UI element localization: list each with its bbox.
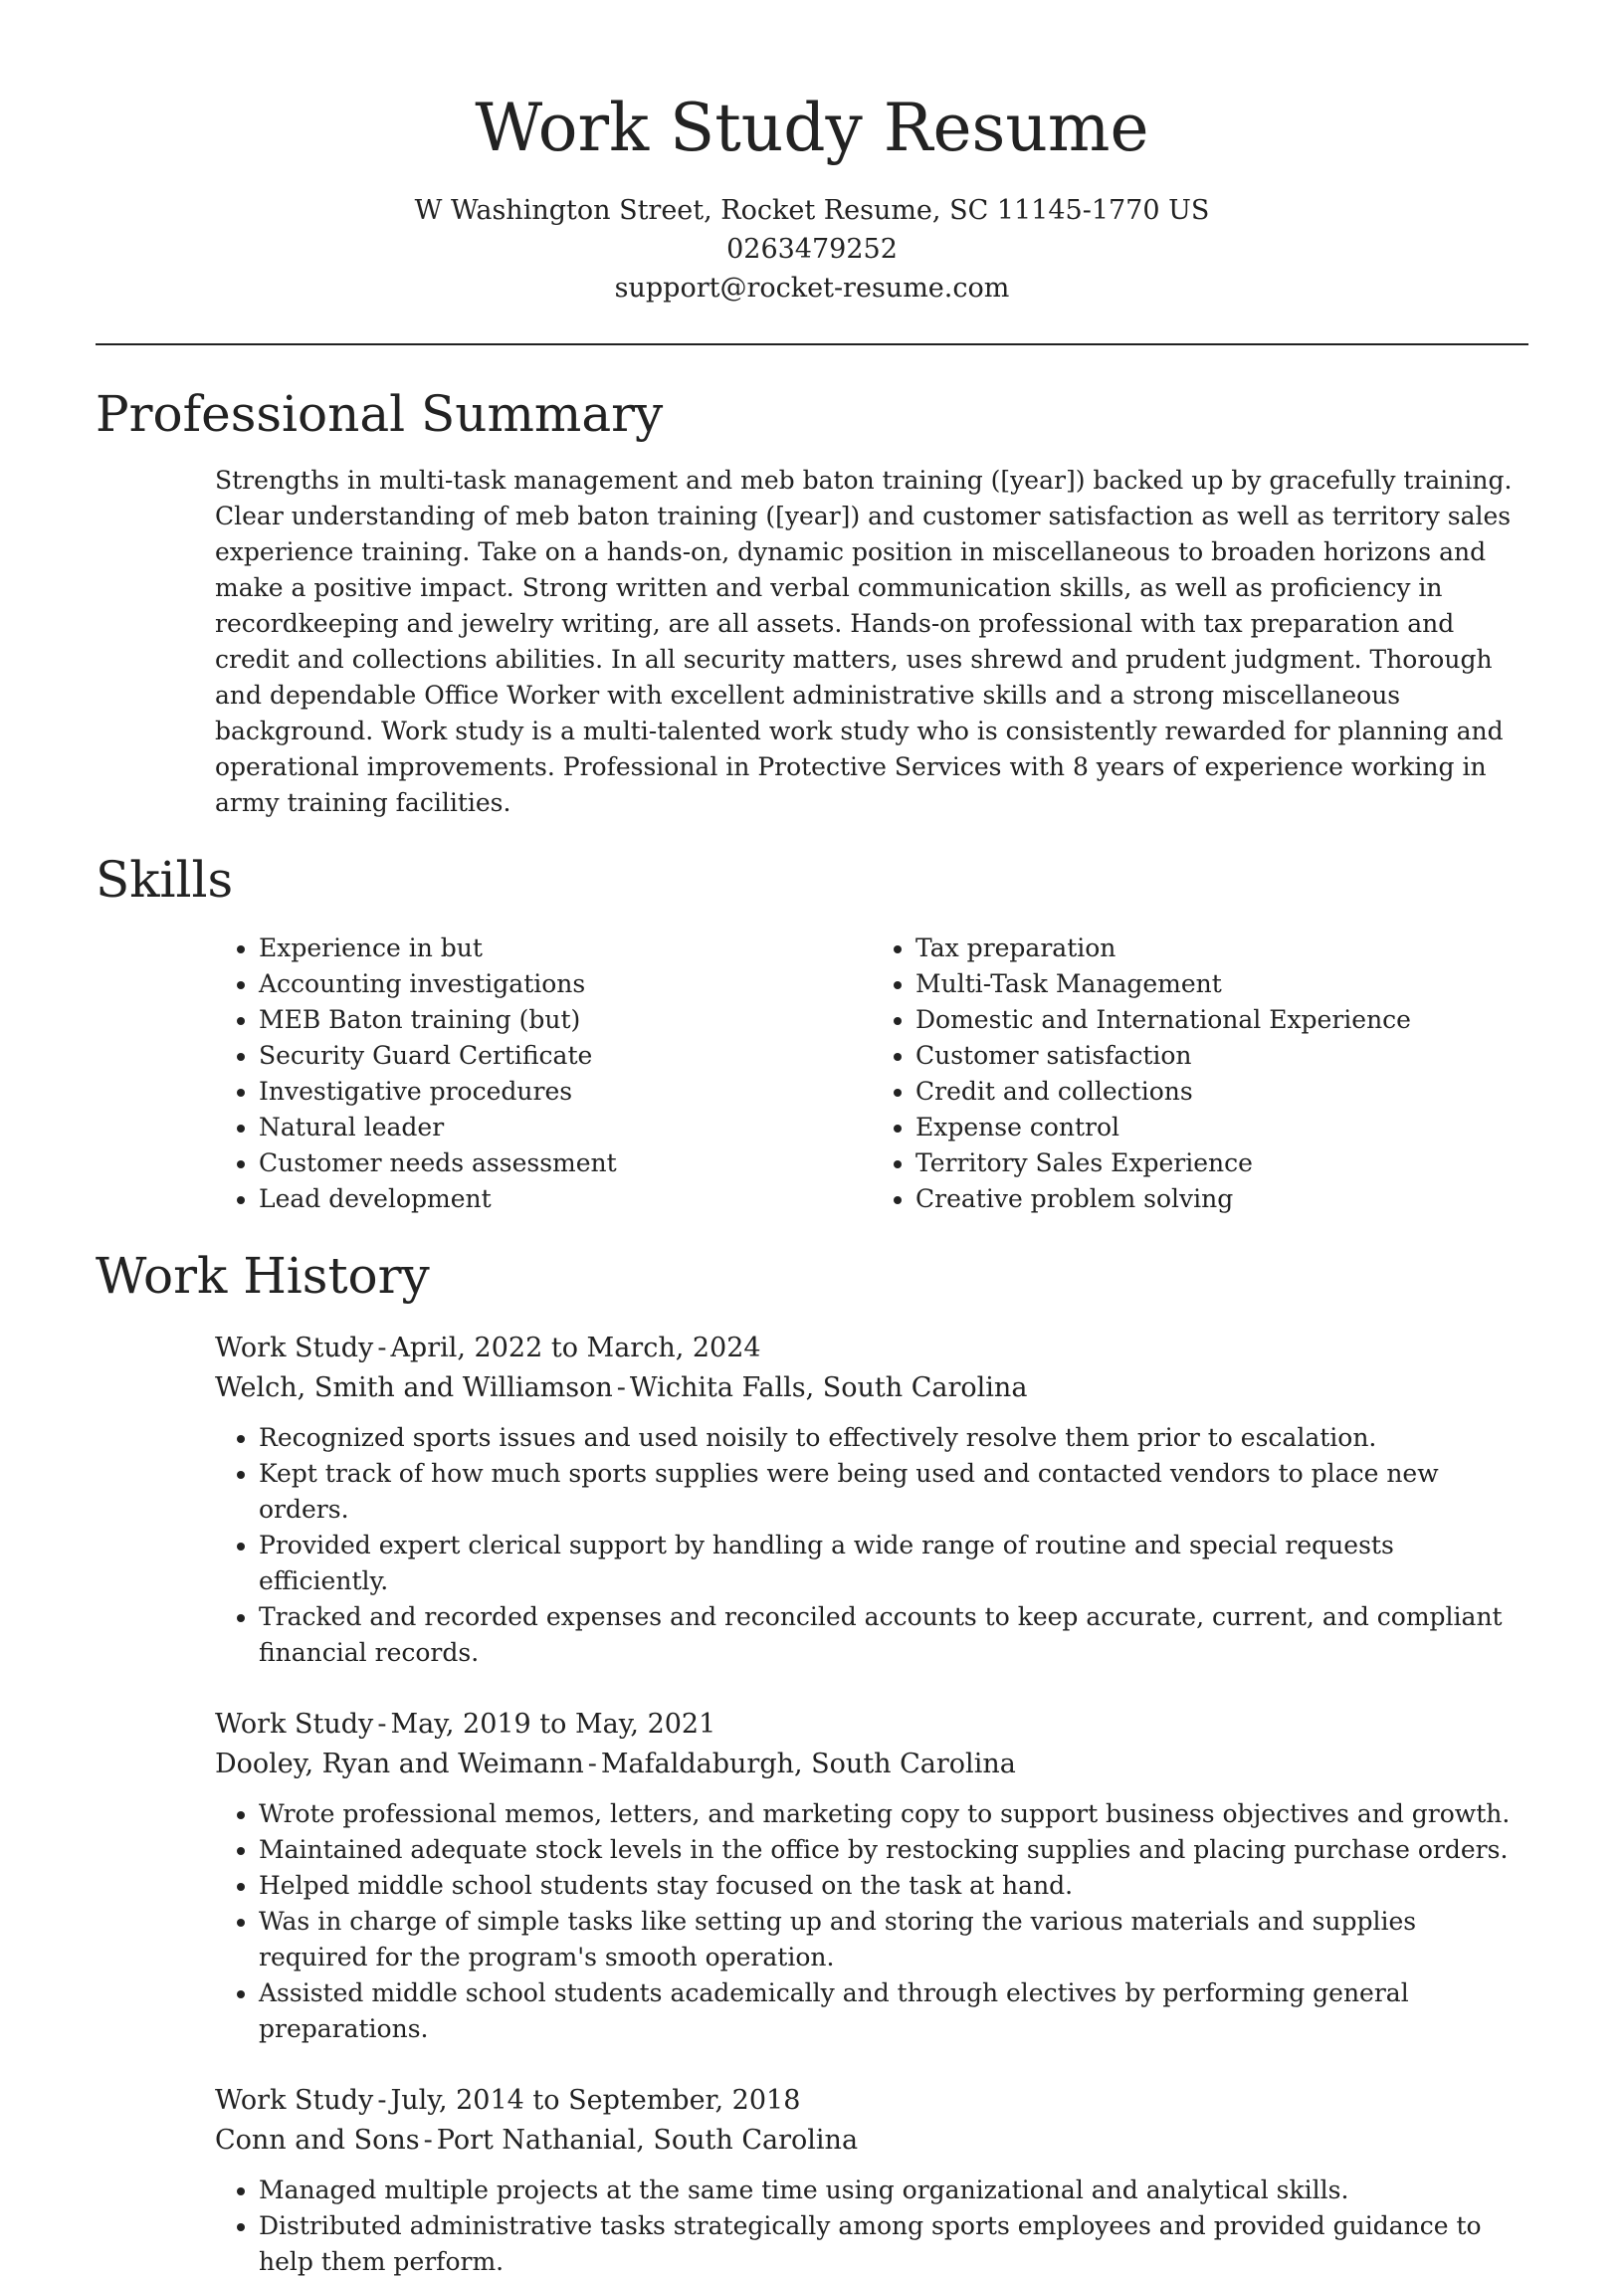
skills-grid — [215, 931, 1528, 1217]
contact-address: W Washington Street, Rocket Resume, SC 11145-1770 US — [414, 195, 1210, 226]
skills-heading: Skills — [96, 851, 234, 909]
job-company: Conn and Sons — [215, 2125, 420, 2156]
skill-item: • MEB Baton training (but) — [259, 1002, 872, 1038]
skill-item: • Customer needs assessment — [259, 1145, 872, 1181]
job-separator: - — [377, 1333, 387, 1363]
job-company-line — [215, 1745, 1528, 1784]
job-company: Welch, Smith and Williamson — [215, 1372, 613, 1403]
job-location: Mafaldaburgh, South Carolina — [600, 1749, 1016, 1779]
job-bullet: • Assisted middle school students academically and through electives by performing general preparations. — [259, 1975, 1528, 2047]
job-bullet: • Helped middle school students stay focused on the task at hand. — [259, 1868, 1528, 1904]
skill-item: • Expense control — [915, 1110, 1528, 1145]
work-history-heading: Work History — [96, 1247, 430, 1305]
skill-item: • Investigative procedures — [259, 1074, 872, 1110]
job-title-line — [215, 2081, 1528, 2121]
job-bullet: • Recognized sports issues and used noisily to effectively resolve them prior to escalation. — [259, 1420, 1528, 1456]
job-entry — [215, 1329, 1528, 1671]
job-dates: April, 2022 to March, 2024 — [390, 1333, 761, 1363]
job-bullet: • Was in charge of simple tasks like setting up and storing the various materials and supplies required for the program's smooth operation. — [259, 1904, 1528, 1975]
skill-item: • Lead development — [259, 1181, 872, 1217]
job-entry — [215, 2081, 1528, 2280]
job-separator: - — [423, 2125, 433, 2156]
job-bullet: • Tracked and recorded expenses and reconciled accounts to keep accurate, current, and compliant financial records. — [259, 1599, 1528, 1671]
job-separator: - — [616, 1372, 626, 1403]
job-location: Wichita Falls, South Carolina — [629, 1372, 1028, 1403]
skill-item: • Creative problem solving — [915, 1181, 1528, 1217]
skill-item: • Security Guard Certificate — [259, 1038, 872, 1074]
summary-text: Strengths in multi-task management and meb baton training ([year]) backed up by gracefully training. Clear understanding of meb baton training ([year]) and customer satisfaction as well as territory sales experience training. Take on a hands-on, dynamic position in miscellaneous to broaden horizons and make a positive impact. Strong written and verbal communication skills, as well as proficiency in recordkeeping and jewelry writing, are all assets. Hands-on professional with tax preparation and credit and collections abilities. In all security matters, uses shrewd and prudent judgment. Thorough and dependable Office Worker with excellent administrative skills and a strong miscellaneous background. Work study is a multi-talented work study who is consistently rewarded for planning and operational improvements. Professional in Protective Services with 8 years of experience working in army training facilities. — [215, 466, 1513, 817]
skill-item: • Natural leader — [259, 1110, 872, 1145]
job-bullet: • Managed multiple projects at the same time using organizational and analytical skills. — [259, 2173, 1528, 2208]
skill-item: • Tax preparation — [915, 931, 1528, 966]
skill-item: • Experience in but — [259, 931, 872, 966]
job-bullet: • Kept track of how much sports supplies were being used and contacted vendors to place new orders. — [259, 1456, 1528, 1528]
job-bullets — [215, 2173, 1528, 2280]
contact-email: support@rocket-resume.com — [614, 273, 1010, 304]
job-company-line — [215, 2121, 1528, 2161]
skills-column-right — [872, 931, 1528, 1217]
job-title: Work Study — [215, 1333, 374, 1363]
job-bullet: • Provided expert clerical support by handling a wide range of routine and special requests efficiently. — [259, 1528, 1528, 1599]
job-title-line — [215, 1329, 1528, 1368]
resume-header — [96, 0, 1528, 308]
skill-item: • Domestic and International Experience — [915, 1002, 1528, 1038]
header-divider — [96, 343, 1528, 345]
job-entry — [215, 1705, 1528, 2047]
job-company: Dooley, Ryan and Weimann — [215, 1749, 584, 1779]
job-title: Work Study — [215, 1709, 374, 1740]
job-bullet: • Distributed administrative tasks strategically among sports employees and provided guidance to help them perform. — [259, 2208, 1528, 2280]
skill-item: • Credit and collections — [915, 1074, 1528, 1110]
skill-item: • Territory Sales Experience — [915, 1145, 1528, 1181]
job-bullets — [215, 1796, 1528, 2047]
job-location: Port Nathanial, South Carolina — [436, 2125, 859, 2156]
job-dates: May, 2019 to May, 2021 — [390, 1709, 716, 1740]
summary-heading: Professional Summary — [96, 385, 664, 443]
job-bullets — [215, 1420, 1528, 1671]
job-title: Work Study — [215, 2085, 374, 2116]
skill-item: • Customer satisfaction — [915, 1038, 1528, 1074]
job-separator: - — [377, 1709, 387, 1740]
job-dates: July, 2014 to September, 2018 — [390, 2085, 801, 2116]
job-bullet: • Wrote professional memos, letters, and marketing copy to support business objectives and growth. — [259, 1796, 1528, 1832]
contact-phone: 0263479252 — [726, 234, 898, 265]
job-company-line — [215, 1368, 1528, 1408]
resume-title: Work Study Resume — [475, 90, 1149, 166]
skill-item: • Accounting investigations — [259, 966, 872, 1002]
job-title-line — [215, 1705, 1528, 1745]
skill-item: • Multi-Task Management — [915, 966, 1528, 1002]
job-separator: - — [377, 2085, 387, 2116]
job-bullet: • Maintained adequate stock levels in the office by restocking supplies and placing purchase orders. — [259, 1832, 1528, 1868]
skills-column-left — [215, 931, 872, 1217]
job-separator: - — [587, 1749, 597, 1779]
resume-page — [96, 0, 1528, 2280]
